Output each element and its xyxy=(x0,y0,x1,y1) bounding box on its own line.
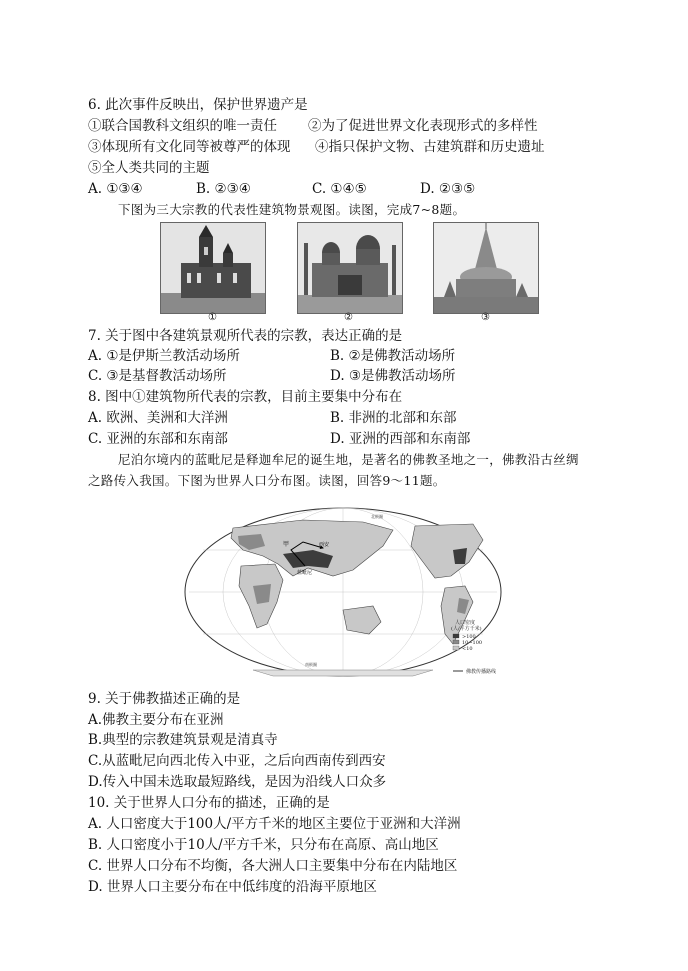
legend-swatch-mid xyxy=(453,640,459,644)
intro-buddhism-line1: 尼泊尔境内的蓝毗尼是释迦牟尼的诞生地，是著名的佛教圣地之一，佛教沿古丝绸 xyxy=(118,452,579,467)
q7-option-a: A. ①是伊斯兰教活动场所 xyxy=(88,348,240,364)
legend-title: 人口密度 xyxy=(455,620,476,626)
q8-option-a: A. 欧洲、美洲和大洋洲 xyxy=(88,410,228,426)
q8-option-c: C. 亚洲的东部和东南部 xyxy=(88,431,228,447)
antarctica-landmass xyxy=(253,670,433,676)
q10-stem: 10. 关于世界人口分布的描述，正确的是 xyxy=(88,795,330,811)
q10-option-a: A. 人口密度大于100人/平方千米的地区主要位于亚洲和大洋洲 xyxy=(88,816,461,832)
map-label-arctic-circle: 北极圈 xyxy=(371,514,383,519)
q10-option-d: D. 世界人口主要分布在中低纬度的沿海平原地区 xyxy=(88,879,377,895)
q8-stem: 8. 图中①建筑物所代表的宗教，目前主要集中分布在 xyxy=(88,389,403,405)
photo-caption-3: ③ xyxy=(481,312,490,323)
legend-label-high: >100 xyxy=(462,634,476,640)
q9-stem: 9. 关于佛教描述正确的是 xyxy=(88,691,241,707)
q7-option-b: B. ②是佛教活动场所 xyxy=(330,348,456,364)
q7-option-c: C. ③是基督教活动场所 xyxy=(88,368,227,384)
q6-statement-5: ⑤全人类共同的主题 xyxy=(88,160,210,176)
legend-swatch-low xyxy=(453,646,459,650)
q6-option-d: D. ②③⑤ xyxy=(420,181,476,197)
photo-caption-1: ① xyxy=(208,312,217,323)
q9-option-a: A.佛教主要分布在亚洲 xyxy=(88,712,224,728)
intro-religion-buildings: 下图为三大宗教的代表性建筑物景观图。读图，完成7~8题。 xyxy=(118,202,466,217)
legend-label-low: <10 xyxy=(462,646,473,652)
q9-option-b: B.典型的宗教建筑景观是清真寺 xyxy=(88,732,278,748)
intro-buddhism-line2: 之路传入我国。下图为世界人口分布图。读图，回答9～11题。 xyxy=(88,473,446,488)
q6-statement-2: ②为了促进世界文化表现形式的多样性 xyxy=(308,118,538,134)
map-label-antarctic-circle: 南极圈 xyxy=(305,662,317,667)
pagoda-photo xyxy=(433,222,539,314)
church-photo xyxy=(160,222,266,314)
q8-option-d: D. 亚洲的西部和东南部 xyxy=(330,431,471,447)
map-label-lumbini: 蓝毗尼 xyxy=(297,570,313,576)
q6-statement-4: ④指只保护文物、古建筑群和历史遗址 xyxy=(315,139,545,155)
q7-option-d: D. ③是佛教活动场所 xyxy=(330,368,456,384)
q10-option-c: C. 世界人口分布不均衡，各大洲人口主要集中分布在内陆地区 xyxy=(88,858,458,874)
q9-option-d: D.传入中国未选取最短路线，是因为沿线人口众多 xyxy=(88,774,387,790)
q9-option-c: C.从蓝毗尼向西北传入中亚，之后向西南传到西安 xyxy=(88,753,386,769)
q6-option-b: B. ②③④ xyxy=(196,181,251,197)
mosque-photo xyxy=(297,222,403,314)
q6-option-a: A. ①③④ xyxy=(88,181,143,197)
map-legend xyxy=(451,619,496,675)
map-label-xian: 西安 xyxy=(319,542,330,548)
q10-option-b: B. 人口密度小于10人/平方千米，只分布在高原、高山地区 xyxy=(88,837,439,853)
q7-stem: 7. 关于图中各建筑景观所代表的宗教，表达正确的是 xyxy=(88,328,403,344)
world-population-map xyxy=(183,506,503,678)
legend-swatch-high xyxy=(453,634,459,638)
map-label-jia: 甲 xyxy=(283,541,290,548)
legend-unit: (人/平方千米) xyxy=(451,626,482,632)
legend-label-route: 佛教传播路线 xyxy=(466,669,497,675)
q6-option-c: C. ①④⑤ xyxy=(312,181,367,197)
photo-caption-2: ② xyxy=(344,312,353,323)
north-america-dense-area xyxy=(453,548,467,564)
q6-statement-1: ①联合国教科文组织的唯一责任 xyxy=(88,118,277,134)
legend-label-mid: 10~100 xyxy=(462,640,483,646)
q6-statement-3: ③体现所有文化同等被尊严的体现 xyxy=(88,139,291,155)
q6-stem: 6. 此次事件反映出，保护世界遗产是 xyxy=(88,97,308,113)
q8-option-b: B. 非洲的北部和东部 xyxy=(330,410,457,426)
